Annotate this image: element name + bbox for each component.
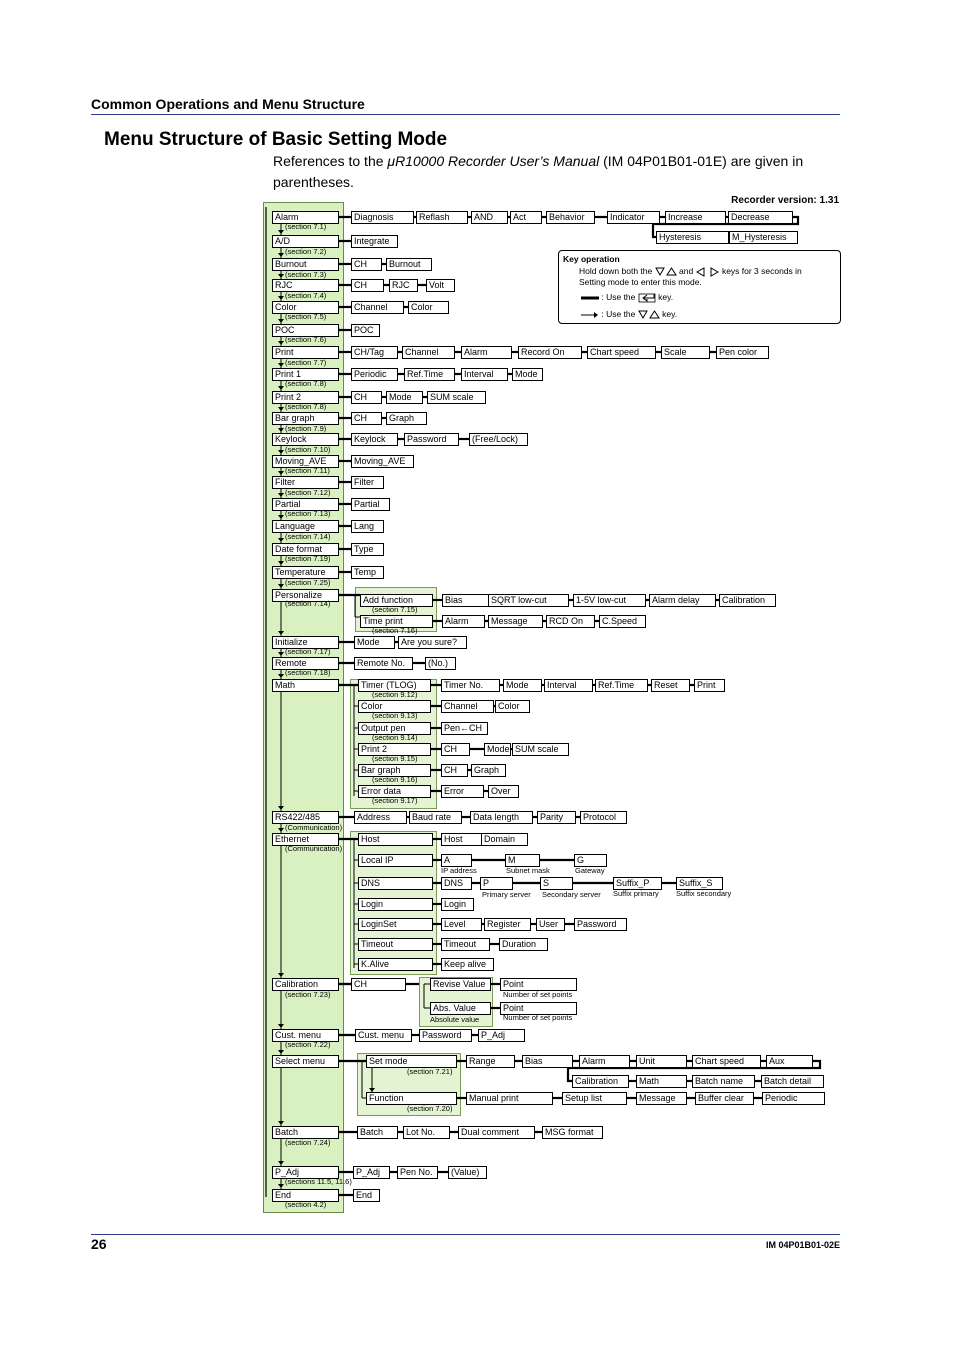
page-number: 26	[91, 1236, 107, 1252]
intro-pre: References to the	[273, 153, 388, 169]
calibration-note: Number of set points	[503, 990, 573, 999]
chain-item: Volt	[426, 279, 455, 292]
section-ref: (section 9.13)	[372, 711, 418, 720]
ethernet-item: Login	[358, 898, 433, 911]
ethernet-item: K.Alive	[358, 958, 433, 971]
chain-item: Color	[495, 700, 530, 713]
bold-line-icon	[581, 295, 599, 301]
page-title: Menu Structure of Basic Setting Mode	[104, 129, 448, 150]
key-operation-box	[558, 250, 841, 324]
chain-item: Manual print	[466, 1092, 553, 1105]
chain-item: CH	[351, 412, 382, 425]
main-menu-item: End	[272, 1189, 339, 1202]
chain-item: Cust. menu	[355, 1029, 412, 1042]
math-item: Output pen	[358, 722, 431, 735]
main-menu-item: Language	[272, 520, 339, 533]
main-menu-item: Partial	[272, 498, 339, 511]
chain-item: Unit	[636, 1055, 687, 1068]
chain-item: Type	[351, 543, 384, 556]
dns-sub-label: Secondary server	[542, 890, 601, 899]
chain-item: Message	[636, 1092, 687, 1105]
chain-item: P_Adj	[478, 1029, 525, 1042]
chain-item: Password	[574, 918, 627, 931]
chain-item: (No.)	[425, 657, 456, 670]
chain-item: P_Adj	[353, 1166, 390, 1179]
chain-item: Message	[488, 615, 543, 628]
section-ref: (section 7.9)	[285, 424, 327, 433]
chain-item: SQRT low-cut	[488, 594, 569, 607]
key-operation-line2: Setting mode to enter this mode.	[579, 277, 702, 287]
calibration-note: Absolute value	[430, 1015, 480, 1024]
chain-item: Ref.Time	[595, 679, 648, 692]
chain-item: Reflash	[416, 211, 468, 224]
chain-item: Level	[441, 918, 482, 931]
main-menu-item: Remote	[272, 657, 339, 670]
main-menu-item: Math	[272, 679, 339, 692]
chain-item: CH	[441, 764, 468, 777]
chain-item: Address	[354, 811, 407, 824]
chain-item: 1-5V low-cut	[573, 594, 646, 607]
down-up-key-icon	[638, 310, 660, 320]
section-ref: (section 7.11)	[285, 466, 330, 475]
chain-item: (Value)	[448, 1166, 487, 1179]
chain-item: Data length	[470, 811, 533, 824]
enter-key-icon	[638, 293, 656, 303]
chain-item: Channel	[351, 301, 404, 314]
chain-item: Channel	[441, 700, 494, 713]
personalize-item: Add function	[360, 594, 433, 607]
main-menu-item: Print 2	[272, 391, 339, 404]
chain-item: Print	[694, 679, 725, 692]
dns-sub-label: Suffix secondary	[676, 889, 732, 898]
chain-item: SUM scale	[427, 391, 486, 404]
dns-sub-label: Primary server	[482, 890, 531, 899]
section-ref: (section 4.2)	[285, 1200, 327, 1209]
chain-item: Ref.Time	[404, 368, 455, 381]
calibration-note: Number of set points	[503, 1013, 573, 1022]
chain-item: Alarm	[579, 1055, 630, 1068]
legend-arrow-line	[581, 309, 677, 320]
section-ref: (section 7.22)	[285, 1040, 331, 1049]
main-menu-item: Initialize	[272, 636, 339, 649]
chain-item: CH/Tag	[351, 346, 398, 359]
chain-item: Parity	[537, 811, 576, 824]
recorder-version: Recorder version: 1.31	[731, 195, 839, 206]
chain-item: RCD On	[546, 615, 595, 628]
calibration-point: Point	[500, 1002, 577, 1015]
section-ref: (section 7.5)	[285, 312, 327, 321]
section-ref: (section 7.8)	[285, 379, 327, 388]
chain-item: Password	[404, 433, 459, 446]
section-ref: (section 7.1)	[285, 222, 327, 231]
personalize-item: Time print	[360, 615, 433, 628]
chain-item: Bias	[442, 594, 489, 607]
main-menu-item: Moving_AVE	[272, 455, 339, 468]
chain-item: Baud rate	[409, 811, 462, 824]
section-ref: (section 7.17)	[285, 647, 331, 656]
chain-item: Behavior	[546, 211, 595, 224]
chain-item: Partial	[351, 498, 390, 511]
section-ref: (Communication)	[285, 844, 343, 853]
chain-item: Graph	[471, 764, 506, 777]
section-ref: (Communication)	[285, 823, 343, 832]
chain-item: S	[540, 877, 573, 890]
chain-item: Reset	[651, 679, 690, 692]
chain-item: Record On	[518, 346, 582, 359]
calibration-point: Point	[500, 978, 577, 991]
select-menu-item: Set mode	[366, 1055, 457, 1068]
math-item: Bar graph	[358, 764, 431, 777]
chain-item: Mode	[512, 368, 543, 381]
legend1-post: key.	[658, 292, 674, 302]
document-id: IM 04P01B01-02E	[765, 1240, 840, 1250]
chain-item: Periodic	[762, 1092, 825, 1105]
chain-item: Range	[466, 1055, 515, 1068]
section-ref: (section 7.7)	[285, 358, 327, 367]
chain-item: C.Speed	[599, 615, 646, 628]
chain-item: Mode	[354, 636, 395, 649]
chain-item: Periodic	[351, 368, 398, 381]
section-ref: (section 9.17)	[372, 796, 418, 805]
section-ref: (section 7.19)	[285, 554, 331, 563]
chain-item: M_Hysteresis	[729, 231, 798, 244]
chain-item: Hysteresis	[656, 231, 729, 244]
section-ref: (section 7.2)	[285, 247, 327, 256]
chain-item: Moving_AVE	[351, 455, 414, 468]
ethernet-item: LoginSet	[358, 918, 433, 931]
main-menu-item: Temperature	[272, 566, 339, 579]
chain-item: Pen color	[716, 346, 769, 359]
section-ref: (section 9.14)	[372, 733, 418, 742]
section-ref: (section 7.8)	[285, 402, 327, 411]
chain-item: Timeout	[441, 938, 490, 951]
ip-sub-label: Subnet mask	[506, 866, 550, 875]
chain-item: Keep alive	[441, 958, 494, 971]
key-line1-pre: Hold down both the	[579, 266, 653, 276]
ethernet-item: Host	[358, 833, 433, 846]
chain-item: User	[536, 918, 565, 931]
main-menu-item: Burnout	[272, 258, 339, 271]
section-ref: (section 7.10)	[285, 445, 331, 454]
key-operation-title: Key operation	[563, 254, 620, 264]
main-menu-item: Select menu	[272, 1055, 339, 1068]
chain-item: Batch	[357, 1126, 398, 1139]
main-menu-item: Ethernet	[272, 833, 339, 846]
main-menu-item: Batch	[272, 1126, 339, 1139]
section-ref: (section 7.16)	[372, 626, 418, 635]
chain-item: Chart speed	[692, 1055, 761, 1068]
chain-item: M	[505, 854, 540, 867]
section-ref: (section 7.15)	[372, 605, 418, 614]
chain-item: Mode	[503, 679, 542, 692]
chain-item: Timer No.	[441, 679, 500, 692]
chain-item: Duration	[499, 938, 548, 951]
main-menu-item: POC	[272, 324, 339, 337]
chain-item: Color	[408, 301, 449, 314]
section-ref: (section 9.12)	[372, 690, 418, 699]
intro-post: (IM 04P01B01-01E) are given in parentheses.	[273, 153, 804, 190]
chain-item: Channel	[402, 346, 455, 359]
chain-item: CH	[441, 743, 470, 756]
left-right-keys-icon	[696, 267, 720, 277]
chain-item: Lang	[351, 520, 384, 533]
main-menu-item: Cust. menu	[272, 1029, 339, 1042]
chain-item: SUM scale	[512, 743, 569, 756]
chain-item: Buffer clear	[695, 1092, 754, 1105]
chain-item: Increase	[665, 211, 726, 224]
chain-item: Interval	[461, 368, 508, 381]
chain-item: Lot No.	[403, 1126, 450, 1139]
chain-item: Scale	[661, 346, 710, 359]
chain-item: Are you sure?	[398, 636, 467, 649]
chain-item: Math	[636, 1075, 687, 1088]
select-menu-item: Function	[366, 1092, 457, 1105]
chain-item: Aux	[766, 1055, 813, 1068]
chain-item: Act	[510, 211, 542, 224]
calibration-item: Revise Value	[430, 978, 491, 991]
math-item: Print 2	[358, 743, 431, 756]
main-menu-item: Print	[272, 346, 339, 359]
chain-item: Protocol	[580, 811, 627, 824]
chain-item: Filter	[351, 476, 384, 489]
chain-item: Domain	[481, 833, 528, 846]
legend2-post: key.	[662, 309, 678, 319]
main-menu-item: Print 1	[272, 368, 339, 381]
chain-item: Mode	[386, 391, 423, 404]
chain-item: CH	[351, 391, 382, 404]
section-ref: (section 7.3)	[285, 270, 327, 279]
key-line1-mid: and	[679, 266, 694, 276]
section-header: Common Operations and Menu Structure	[91, 96, 365, 112]
chain-item: Login	[441, 898, 474, 911]
main-menu-item: A/D	[272, 235, 339, 248]
ethernet-item: DNS	[358, 877, 433, 890]
ethernet-item: Timeout	[358, 938, 433, 951]
chain-item: AND	[471, 211, 508, 224]
chain-item: A	[441, 854, 472, 867]
section-ref: (section 7.14)	[285, 599, 331, 608]
section-ref: (section 7.6)	[285, 335, 327, 344]
chain-item: (Free/Lock)	[469, 433, 528, 446]
chain-item: RJC	[389, 279, 418, 292]
section-ref: (section 7.25)	[285, 578, 331, 587]
chain-item: Chart speed	[587, 346, 656, 359]
chain-item: Pen←CH	[441, 722, 488, 735]
section-ref: (section 7.24)	[285, 1138, 331, 1147]
chain-item: Keylock	[351, 433, 398, 446]
math-item: Timer (TLOG)	[358, 679, 431, 692]
chain-item: Register	[484, 918, 531, 931]
chain-item: Bias	[522, 1055, 573, 1068]
chain-item: Burnout	[386, 258, 432, 271]
ethernet-item: Local IP	[358, 854, 433, 867]
key-line1-post: keys for 3 seconds in	[721, 266, 802, 276]
chain-item: Password	[419, 1029, 472, 1042]
intro-text	[273, 151, 853, 193]
legend2-text: : Use the	[601, 309, 636, 319]
chain-item: G	[574, 854, 607, 867]
math-item: Color	[358, 700, 431, 713]
dns-sub-label: Suffix primary	[613, 889, 659, 898]
chain-item: Suffix_P	[613, 877, 662, 890]
legend-bold-line	[581, 292, 673, 303]
ip-sub-label: IP address	[441, 866, 477, 875]
main-menu-item: Date format	[272, 543, 339, 556]
section-ref: (section 7.13)	[285, 509, 331, 518]
main-menu-item: Calibration	[272, 978, 339, 991]
chain-item: Pen No.	[397, 1166, 438, 1179]
chain-item: P	[480, 877, 513, 890]
chain-item: Batch name	[692, 1075, 755, 1088]
arrow-line-icon	[581, 311, 599, 319]
chain-item: Batch detail	[761, 1075, 824, 1088]
chain-item: Over	[488, 785, 519, 798]
chain-item: Interval	[544, 679, 593, 692]
chain-item: Host	[441, 833, 486, 846]
header-rule	[91, 114, 840, 115]
chain-item: CH	[351, 978, 406, 991]
section-ref: (section 9.15)	[372, 754, 418, 763]
chain-item: Diagnosis	[351, 211, 414, 224]
chain-item: Remote No.	[354, 657, 413, 670]
chain-item: Dual comment	[458, 1126, 535, 1139]
section-ref: (sections 11.5, 11.6)	[285, 1177, 352, 1186]
chain-item: Suffix_S	[676, 877, 723, 890]
math-item: Error data	[358, 785, 431, 798]
main-menu-item: RJC	[272, 279, 339, 292]
chain-item: Temp	[351, 566, 384, 579]
main-menu-item: Bar graph	[272, 412, 339, 425]
key-operation-line1	[579, 266, 802, 277]
chain-item: Alarm	[461, 346, 512, 359]
main-menu-item: Keylock	[272, 433, 339, 446]
chain-item: Setup list	[562, 1092, 627, 1105]
chain-item: Error	[441, 785, 484, 798]
chain-item: End	[353, 1189, 380, 1202]
main-menu-item: Alarm	[272, 211, 339, 224]
chain-item: Calibration	[572, 1075, 629, 1088]
chain-item: Calibration	[719, 594, 776, 607]
legend1-text: : Use the	[601, 292, 636, 302]
section-ref: (section 7.14)	[285, 532, 331, 541]
chain-item: CH	[351, 258, 382, 271]
footer-rule	[91, 1234, 840, 1235]
main-menu-item: RS422/485	[272, 811, 339, 824]
manual-title: μR10000 Recorder User’s Manual	[387, 153, 600, 169]
chain-item: POC	[351, 324, 380, 337]
ip-sub-label: Gateway	[575, 866, 605, 875]
chain-item: Alarm delay	[649, 594, 716, 607]
chain-item: Alarm	[442, 615, 485, 628]
main-menu-item: Color	[272, 301, 339, 314]
chain-item: Integrate	[351, 235, 398, 248]
chain-item: CH	[351, 279, 384, 292]
section-ref: (section 7.18)	[285, 668, 331, 677]
chain-item: DNS	[441, 877, 472, 890]
chain-item: Mode	[484, 743, 511, 756]
chain-item: MSG format	[542, 1126, 603, 1139]
section-ref: (section 7.23)	[285, 990, 331, 999]
section-ref: (section 7.20)	[407, 1104, 453, 1113]
section-ref: (section 7.12)	[285, 488, 331, 497]
chain-item: Decrease	[728, 211, 793, 224]
main-menu-item: Filter	[272, 476, 339, 489]
main-menu-item: P_Adj	[272, 1166, 339, 1179]
section-ref: (section 9.16)	[372, 775, 418, 784]
main-menu-item: Personalize	[272, 589, 339, 602]
section-ref: (section 7.21)	[407, 1067, 453, 1076]
chain-item: Indicator	[607, 211, 660, 224]
chain-item: Graph	[386, 412, 427, 425]
section-ref: (section 7.4)	[285, 291, 327, 300]
down-up-keys-icon	[655, 267, 677, 277]
calibration-item: Abs. Value	[430, 1002, 491, 1015]
